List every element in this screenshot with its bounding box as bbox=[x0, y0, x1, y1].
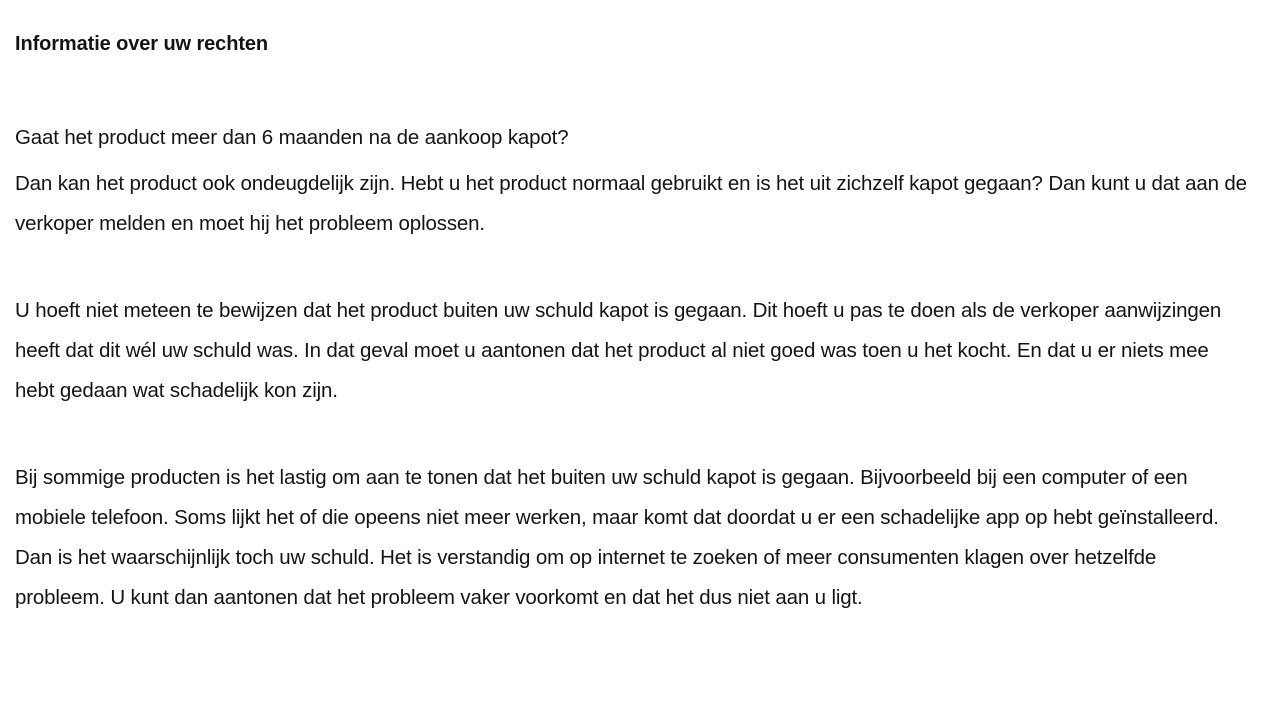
document-title: Informatie over uw rechten bbox=[15, 33, 269, 55]
paragraph-2: U hoeft niet meteen te bewijzen dat het product buiten uw schuld kapot is gegaan. Dit hoeft u pas te doen als de verkoper aanwijzingen heeft dat dit wél uw schuld was. In dat geval moet u aantonen dat het product al niet goed was toen u het kocht. En dat u er niets mee hebt gedaan wat schadelijk kon zijn. bbox=[15, 299, 1222, 402]
document-body bbox=[15, 30, 1250, 618]
question-heading: Gaat het product meer dan 6 maanden na de aankoop kapot? bbox=[15, 126, 569, 149]
paragraph-1: Dan kan het product ook ondeugdelijk zijn. Hebt u het product normaal gebruikt en is het uit zichzelf kapot gegaan? Dan kunt u dat aan de verkoper melden en moet hij het probleem oplossen. bbox=[15, 172, 1247, 235]
paragraph-3: Bij sommige producten is het lastig om aan te tonen dat het buiten uw schuld kapot is gegaan. Bijvoorbeeld bij een computer of een mobiele telefoon. Soms lijkt het of die opeens niet meer werken, maar komt dat doordat u er een schadelijke app op hebt geïnstalleerd. Dan is het waarschijnlijk toch uw schuld. Het is verstandig om op internet te zoeken of meer consumenten klagen over hetzelfde probleem. U kunt dan aantonen dat het probleem vaker voorkomt en dat het dus niet aan u ligt. bbox=[15, 466, 1219, 609]
